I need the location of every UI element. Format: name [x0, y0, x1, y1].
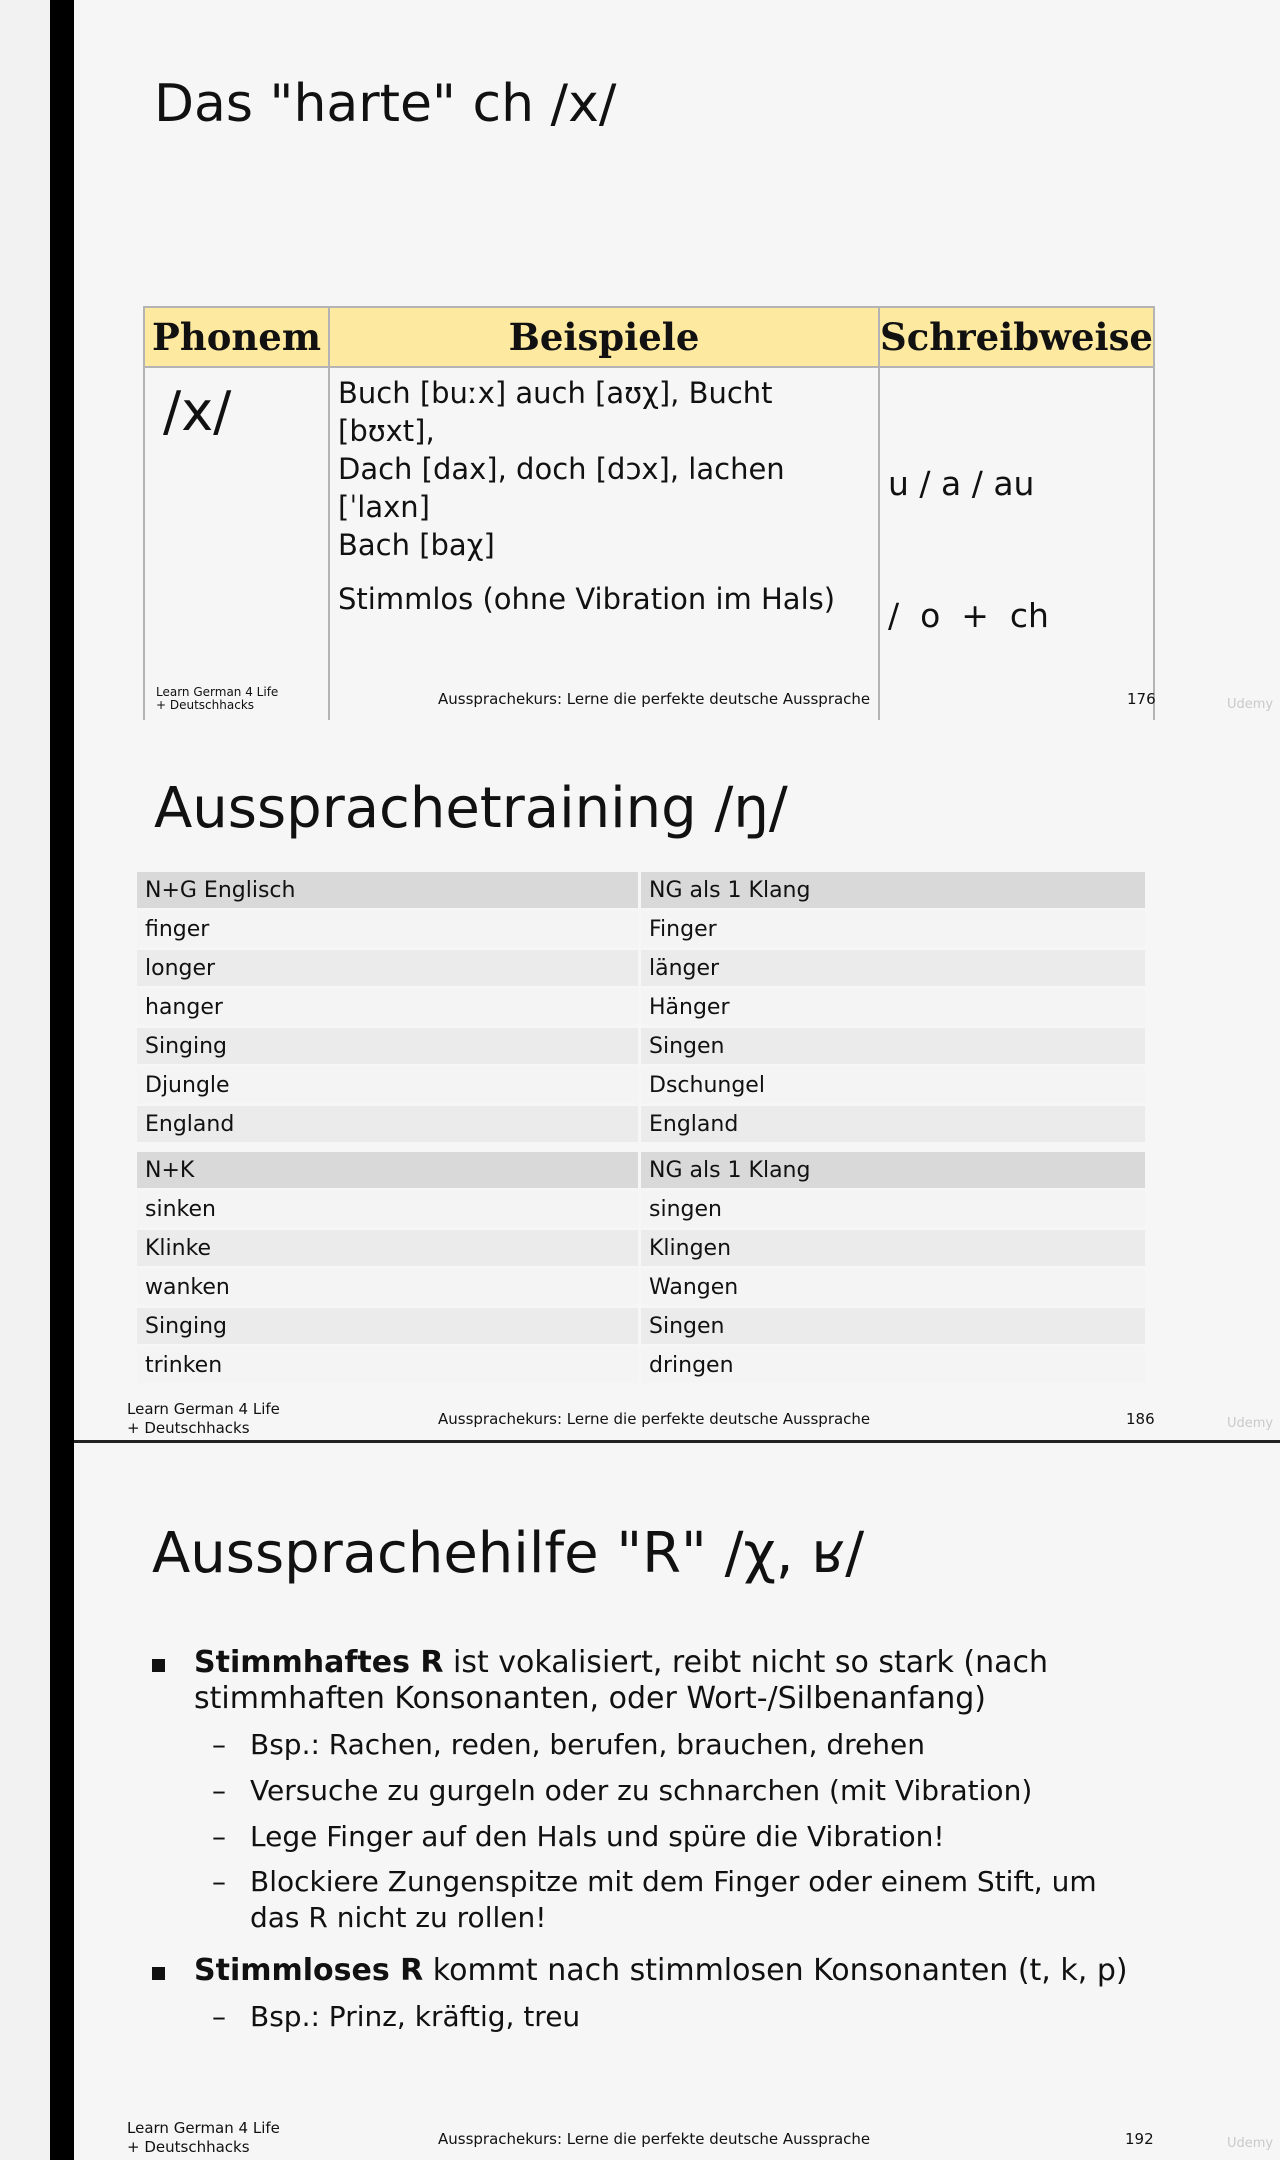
sub-bullet: [212, 1999, 1152, 2035]
table-row: [137, 1347, 1145, 1383]
nk-word: sinken: [137, 1191, 641, 1227]
bullet-text: kommt nach stimmlosen Konsonanten (t, k, p): [423, 1953, 1128, 1988]
slide-186: [0, 720, 1280, 1441]
nk-table: [137, 1149, 1145, 1386]
footer-brand-line: + Deutschhacks: [127, 1419, 250, 1437]
ng-word: singen: [641, 1191, 1145, 1227]
dash-bullet-icon: –: [212, 1774, 226, 1807]
table-row: [137, 1191, 1145, 1227]
german-word: länger: [641, 950, 1145, 986]
english-word: finger: [137, 911, 641, 947]
sub-bullet: [212, 1819, 1152, 1855]
ng-word: Wangen: [641, 1269, 1145, 1305]
udemy-watermark: Udemy: [1227, 1416, 1274, 1431]
header-ng-englisch: N+G Englisch: [137, 872, 641, 908]
sub-bullet: [212, 1727, 1152, 1763]
bullet-text: ist vokalisiert, reibt nicht so stark (nach stimmhaften Konsonanten, oder Wort-/Silbenanfang): [194, 1645, 1049, 1716]
slide-176: [0, 0, 1280, 720]
bullet-heading: Stimmloses R: [194, 1953, 424, 1988]
example-line: Bach [baχ]: [338, 528, 495, 562]
sub-bullet: [212, 1773, 1152, 1809]
table-row: [137, 1067, 1145, 1103]
example-line: Dach [dax], doch [dɔx], lachen [ˈlaxn]: [338, 452, 785, 524]
nk-word: Singing: [137, 1308, 641, 1344]
footer-brand-line: Learn German 4 Life: [156, 685, 279, 699]
nk-word: wanken: [137, 1269, 641, 1305]
dash-bullet-icon: –: [212, 2000, 226, 2033]
german-word: Hänger: [641, 989, 1145, 1025]
ng-word: dringen: [641, 1347, 1145, 1383]
german-word: Finger: [641, 911, 1145, 947]
bullet-heading: Stimmhaftes R: [194, 1645, 444, 1680]
footer-brand: [156, 686, 278, 712]
header-ng-klang: NG als 1 Klang: [641, 1152, 1145, 1188]
page-number: 176: [1127, 690, 1156, 708]
table-row: [137, 1106, 1145, 1142]
footer-brand-line: Learn German 4 Life: [127, 1400, 280, 1418]
slide-title: Aussprachetraining /ŋ/: [154, 776, 788, 841]
slide-divider: [0, 1440, 1280, 1442]
slide-title: Das "harte" ch /x/: [154, 74, 617, 134]
phonem-cell: /x/: [144, 367, 329, 720]
phoneme-table: [143, 306, 1155, 720]
page-number: 192: [1125, 2130, 1154, 2148]
voiceless-note: Stimmlos (ohne Vibration im Hals): [338, 582, 836, 616]
dash-bullet-icon: –: [212, 1820, 226, 1853]
left-margin-strip: [0, 0, 50, 2160]
footer-course-title: Aussprachekurs: Lerne die perfekte deutsche Aussprache: [438, 690, 871, 708]
udemy-watermark: Udemy: [1227, 2136, 1274, 2151]
examples-cell: [329, 367, 879, 720]
sub-bullet-text: Blockiere Zungenspitze mit dem Finger oder einem Stift, um das R nicht zu rollen!: [250, 1865, 1097, 1934]
nk-word: Klinke: [137, 1230, 641, 1266]
footer-course-title: Aussprachekurs: Lerne die perfekte deutsche Aussprache: [438, 2130, 871, 2148]
table-row: [137, 950, 1145, 986]
dash-bullet-icon: –: [212, 1865, 226, 1898]
slide-192: [0, 1441, 1280, 2160]
ng-english-table: [137, 869, 1145, 1145]
footer-brand-line: Learn German 4 Life: [127, 2119, 280, 2137]
ng-word: Singen: [641, 1308, 1145, 1344]
english-word: Singing: [137, 1028, 641, 1064]
ng-word: Klingen: [641, 1230, 1145, 1266]
english-word: England: [137, 1106, 641, 1142]
page-number: 186: [1126, 1410, 1155, 1428]
table-row: [137, 1230, 1145, 1266]
udemy-watermark: Udemy: [1227, 697, 1274, 712]
sub-bullet-text: Bsp.: Rachen, reden, berufen, brauchen, drehen: [250, 1728, 925, 1761]
slide-title: Aussprachehilfe "R" /χ, ʁ/: [152, 1521, 865, 1586]
footer-brand: [127, 1400, 280, 1438]
nk-word: trinken: [137, 1347, 641, 1383]
english-word: hanger: [137, 989, 641, 1025]
footer-brand-line: + Deutschhacks: [127, 2138, 250, 2156]
german-word: England: [641, 1106, 1145, 1142]
header-beispiele: Beispiele: [329, 307, 879, 367]
english-word: Djungle: [137, 1067, 641, 1103]
footer-course-title: Aussprachekurs: Lerne die perfekte deutsche Aussprache: [438, 1410, 871, 1428]
spelling-line: / o + ch: [888, 596, 1049, 635]
square-bullet-icon: [152, 1659, 165, 1672]
english-word: longer: [137, 950, 641, 986]
sub-bullet-text: Bsp.: Prinz, kräftig, treu: [250, 2000, 581, 2033]
spelling-cell: [879, 367, 1154, 720]
header-nk: N+K: [137, 1152, 641, 1188]
dash-bullet-icon: –: [212, 1728, 226, 1761]
sub-bullet-text: Versuche zu gurgeln oder zu schnarchen (mit Vibration): [250, 1774, 1033, 1807]
table-row: [137, 1308, 1145, 1344]
german-word: Dschungel: [641, 1067, 1145, 1103]
bullet-stimmloses-r: [152, 1953, 1152, 1989]
sub-bullet-text: Lege Finger auf den Hals und spüre die Vibration!: [250, 1820, 945, 1853]
german-word: Singen: [641, 1028, 1145, 1064]
table-row: [137, 989, 1145, 1025]
video-side-bar: [50, 0, 74, 2160]
sub-bullet: [212, 1864, 1152, 1936]
header-phonem: Phonem: [144, 307, 329, 367]
table-row: [137, 911, 1145, 947]
spelling-line: u / a / au: [888, 464, 1035, 503]
example-line: Buch [buːx] auch [aʊχ], Bucht [bʊxt],: [338, 376, 773, 448]
table-row: [137, 1269, 1145, 1305]
square-bullet-icon: [152, 1967, 165, 1980]
footer-brand-line: + Deutschhacks: [156, 698, 255, 712]
footer-brand: [127, 2119, 280, 2157]
bullet-stimmhaftes-r: [152, 1645, 1152, 1717]
table-row: [137, 1028, 1145, 1064]
header-schreibweise: Schreibweise: [879, 307, 1154, 367]
header-ng-klang: NG als 1 Klang: [641, 872, 1145, 908]
